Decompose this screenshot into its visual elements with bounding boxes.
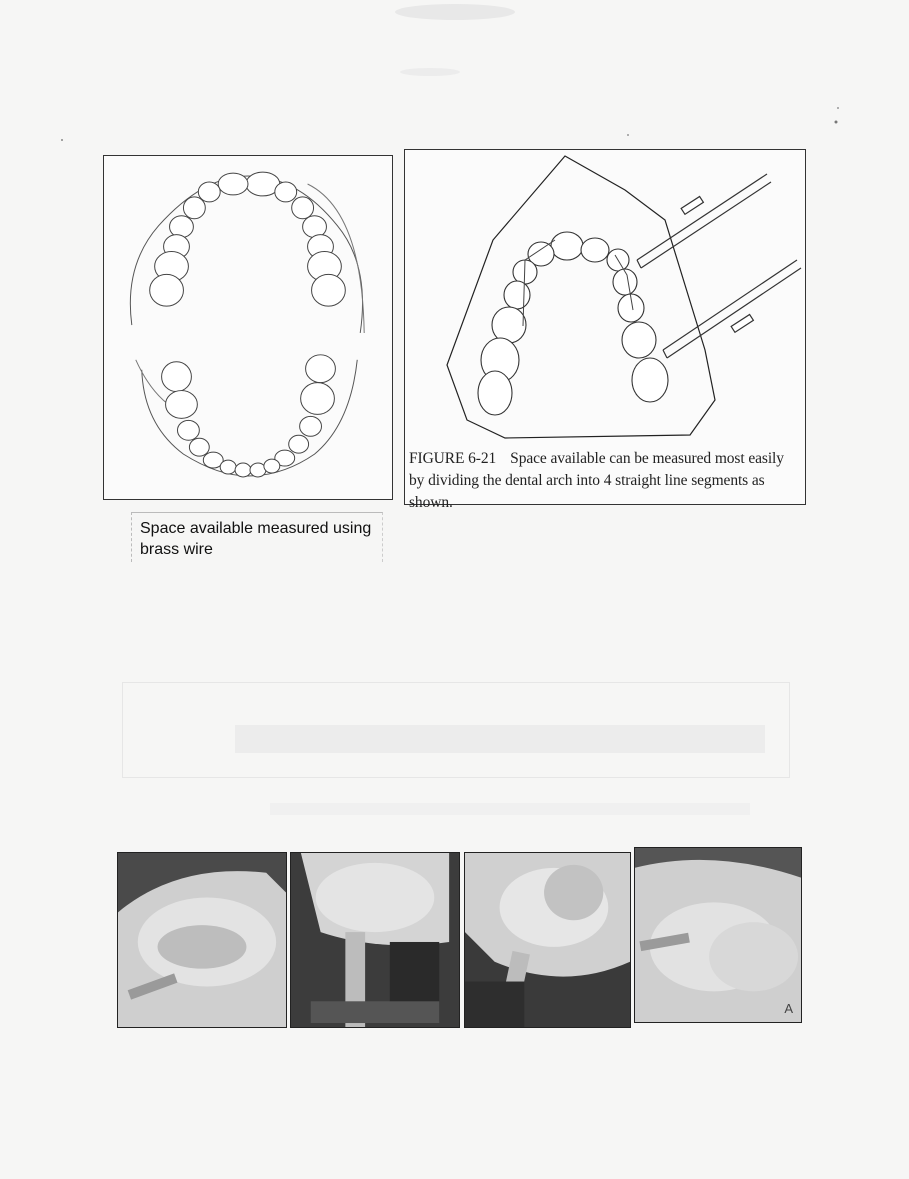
caliper-photo-3 <box>464 852 631 1028</box>
brass-wire-label <box>131 512 383 562</box>
figure-number: FIGURE 6-21 <box>409 450 497 467</box>
figure-caption <box>409 448 801 514</box>
measured-arch-figure <box>404 149 806 511</box>
bleed-through-marks <box>230 715 790 835</box>
caliper-photo-1 <box>117 852 287 1028</box>
panel-letter: A <box>784 1001 793 1016</box>
brass-wire-label-text: Space available measured using brass wire <box>140 520 372 558</box>
caliper-photo-2 <box>290 852 460 1028</box>
dental-arches-drawing <box>104 156 392 499</box>
arch-caliper-drawing <box>405 150 805 450</box>
caliper-photo-4 <box>634 847 802 1023</box>
dental-arches-figure <box>103 155 393 500</box>
figure-caption-text: Space available can be measured most easily by dividing the dental arch into 4 straight line segments as shown. <box>409 450 784 511</box>
